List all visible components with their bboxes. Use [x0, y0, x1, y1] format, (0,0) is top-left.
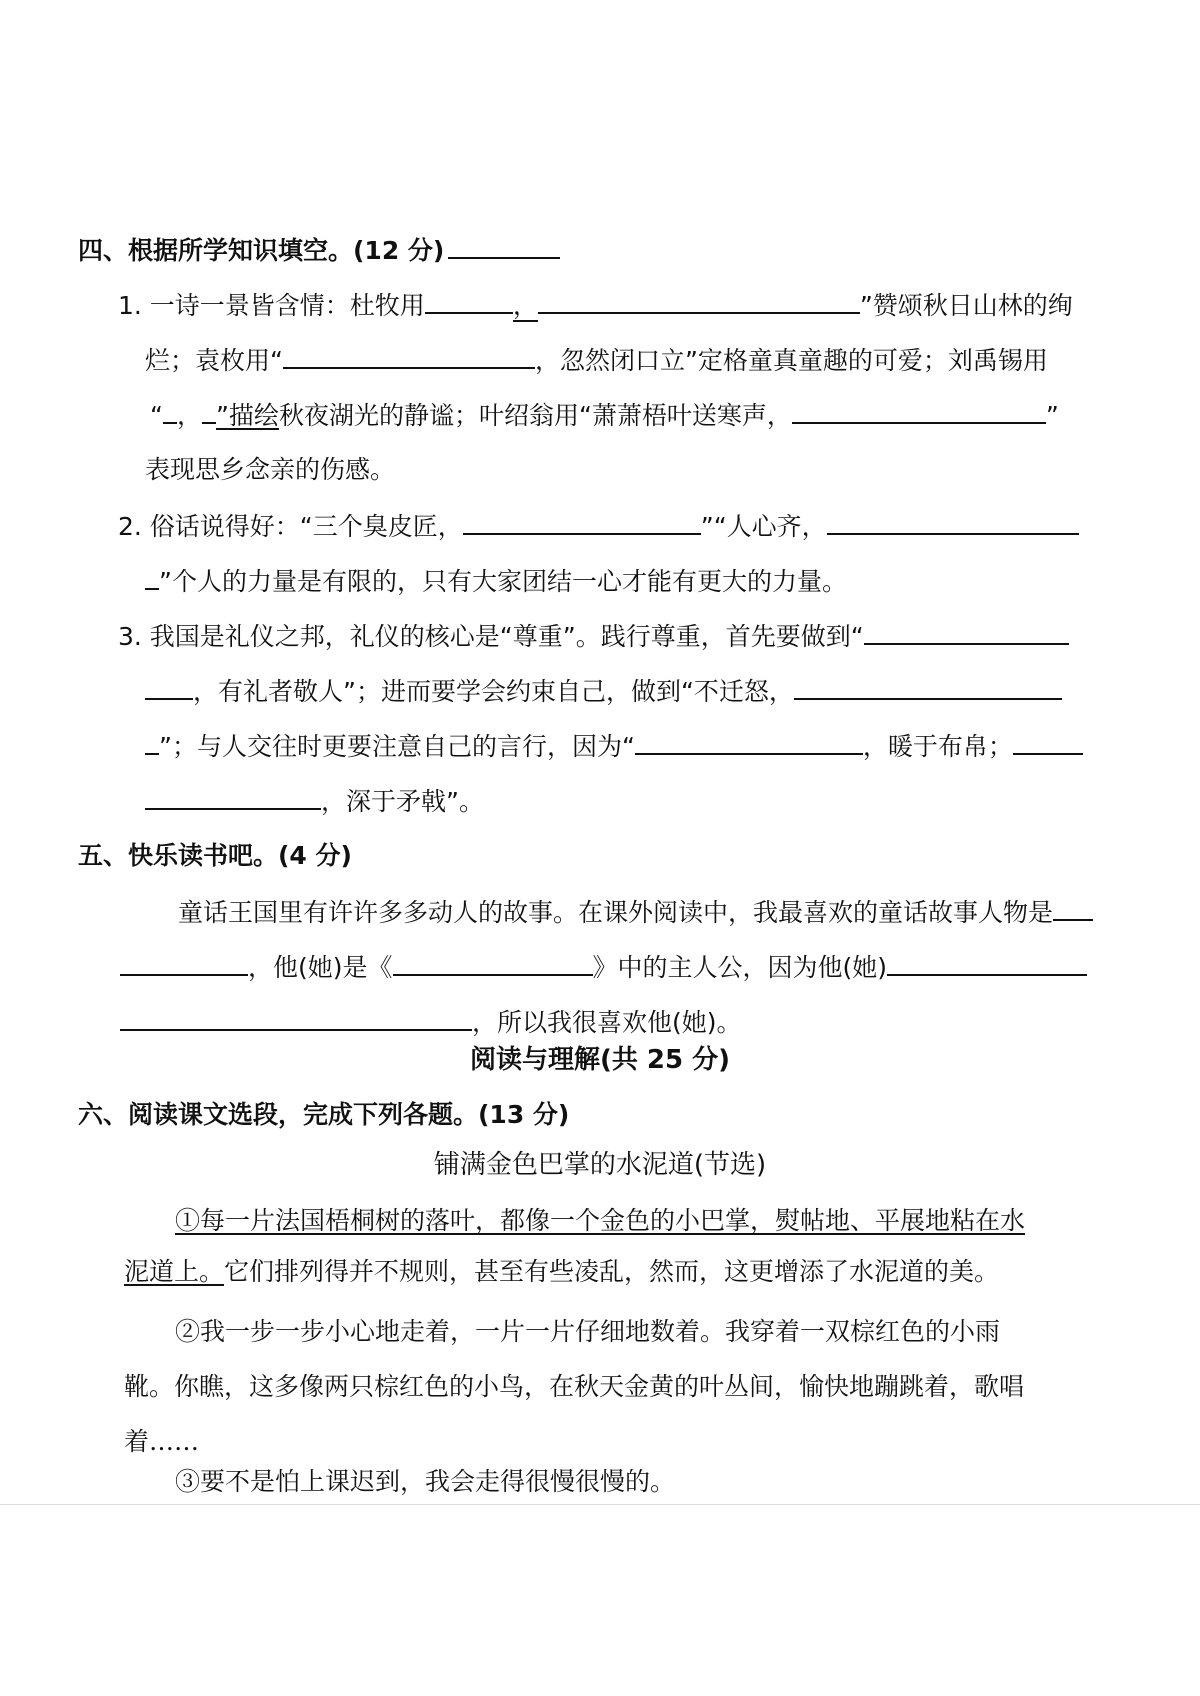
q1-text: 表现思乡念亲的伤感。	[145, 455, 396, 484]
s5-blank-3-cont[interactable]	[120, 1007, 472, 1031]
s5-line-1	[178, 897, 1093, 928]
q1-text: “	[150, 401, 163, 430]
q1-line-1: 1. 一诗一景皆含情：杜牧用 ， ”赞颂秋日山林的绚	[118, 291, 1073, 320]
passage-text: 着……	[124, 1427, 200, 1456]
s5-text: 童话王国里有许许多多动人的故事。在课外阅读中，我最喜欢的童话故事人物是	[178, 898, 1054, 927]
passage-p2-line-1	[175, 1317, 1000, 1347]
q1-text: 描绘	[228, 401, 279, 430]
q3-line-1	[118, 621, 1069, 652]
passage-text: ③要不是怕上课迟到，我会走得很慢很慢的。	[175, 1467, 676, 1496]
underlined-sentence: ①每一片法国梧桐树的落叶，都像一个金色的小巴掌，熨帖地、平展地粘在水	[175, 1206, 1026, 1235]
q1-text: ”	[215, 401, 229, 430]
section-6-heading	[78, 1100, 569, 1130]
passage-text: ②我一步一步小心地走着，一片一片仔细地数着。我穿着一双棕红色的小雨	[175, 1317, 1001, 1346]
q2-text: 2. 俗话说得好：“三个臭皮匠，	[118, 512, 463, 541]
q3-text: ，暖于布帛；	[862, 732, 1013, 761]
q2-blank-2[interactable]	[827, 511, 1079, 535]
q3-blank-4-cont[interactable]	[145, 786, 321, 810]
section-5-title: 五、快乐读书吧。(4 分)	[78, 841, 352, 870]
s5-text: ，他(她)是《	[248, 953, 393, 982]
q1-text: ，忽然闭口立”定格童真童趣的可爱；刘禹锡用	[534, 346, 1048, 375]
q1-text: ，	[176, 401, 202, 430]
q3-blank-4[interactable]	[1013, 731, 1083, 755]
q3-blank-3[interactable]	[635, 731, 863, 755]
passage-text: 它们排列得并不规则，甚至有些凌乱，然而，这更增添了水泥道的美。	[224, 1257, 1000, 1286]
q3-line-2	[145, 676, 1062, 707]
q3-line-4	[145, 786, 484, 817]
q1-blank-1b[interactable]	[538, 290, 860, 314]
s5-text: ，所以我很喜欢他(她)。	[472, 1008, 742, 1037]
q3-blank-2-cont[interactable]	[145, 731, 159, 755]
passage-text: 靴。你瞧，这多像两只棕红色的小鸟，在秋天金黄的叶丛间，愉快地蹦跳着，歌唱	[124, 1372, 1025, 1401]
q1-blank-3b[interactable]	[202, 400, 216, 424]
q1-text: 秋夜湖光的静谧；叶绍翁用“萧萧梧叶送寒声，	[278, 401, 792, 430]
q1-text: ”	[1045, 401, 1059, 430]
q2-line-2	[145, 566, 847, 597]
passage-p1-line-1	[175, 1206, 1025, 1236]
q1-blank-2[interactable]	[283, 345, 535, 369]
q1-text: ”赞颂秋日山林的绚	[859, 291, 1073, 320]
s5-text: 》中的主人公，因为他(她)	[592, 953, 888, 982]
q1-blank-3a[interactable]	[163, 400, 177, 424]
q2-text: ”“人心齐，	[700, 512, 827, 541]
passage-p2-line-3	[124, 1427, 199, 1457]
score-blank[interactable]	[448, 235, 560, 259]
s5-blank-2[interactable]	[393, 952, 593, 976]
q3-text: ”；与人交往时更要注意自己的言行，因为“	[159, 732, 635, 761]
q2-blank-2-cont[interactable]	[145, 566, 159, 590]
s5-blank-3[interactable]	[887, 952, 1087, 976]
q1-line-4	[145, 455, 395, 485]
q2-text: ”个人的力量是有限的，只有大家团结一心才能有更大的力量。	[159, 567, 847, 596]
q2-line-1	[118, 511, 1079, 542]
passage-p3	[175, 1467, 675, 1497]
passage-p2-line-2	[124, 1372, 1024, 1402]
q3-line-3	[145, 731, 1083, 762]
q3-blank-1[interactable]	[864, 621, 1069, 645]
passage-p1-line-2	[124, 1257, 999, 1287]
passage-title: 铺满金色巴掌的水泥道(节选)	[433, 1150, 767, 1180]
underlined-sentence: 泥道上。	[124, 1257, 225, 1286]
q1-text: 烂；袁枚用“	[145, 346, 283, 375]
section-5-heading	[78, 841, 352, 871]
s5-blank-1-cont[interactable]	[120, 952, 248, 976]
q3-text: 3. 我国是礼仪之邦，礼仪的核心是“尊重”。践行尊重，首先要做到“	[118, 622, 864, 651]
q1-text: 1. 一诗一景皆含情：杜牧用	[118, 291, 425, 320]
q3-blank-2[interactable]	[794, 676, 1062, 700]
q1-line-2	[145, 345, 1048, 376]
q3-blank-1-cont[interactable]	[145, 676, 193, 700]
part-title: 阅读与理解(共 25 分)	[469, 1045, 731, 1075]
q3-text: ，深于矛戟”。	[321, 787, 484, 816]
s5-blank-1[interactable]	[1053, 897, 1093, 921]
section-4-heading	[78, 235, 560, 266]
q1-line-3	[150, 400, 1059, 431]
q2-blank-1[interactable]	[463, 511, 701, 535]
q3-text: ，有礼者敬人”；进而要学会约束自己，做到“不迁怒，	[193, 677, 794, 706]
q1-blank-1a[interactable]	[425, 290, 513, 314]
s5-line-3	[120, 1007, 742, 1038]
s5-line-2	[120, 952, 1087, 983]
section-4-title: 四、根据所学知识填空。(12 分)	[78, 236, 445, 265]
page-divider	[0, 1504, 1200, 1505]
q1-blank-4[interactable]	[792, 400, 1046, 424]
section-6-title: 六、阅读课文选段，完成下列各题。(13 分)	[78, 1100, 570, 1129]
